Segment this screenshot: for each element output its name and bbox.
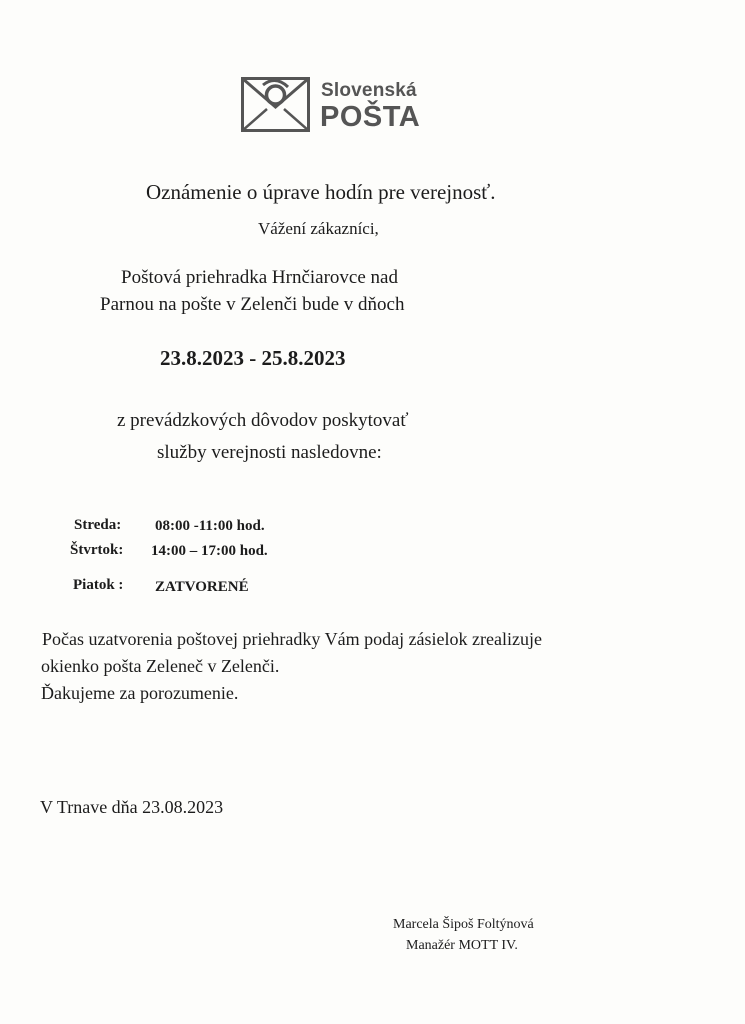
date-range: 23.8.2023 - 25.8.2023 [160, 346, 346, 370]
schedule-day-friday: Piatok : [73, 577, 124, 593]
closing-line-2: okienko pošta Zeleneč v Zelenči. [41, 656, 280, 676]
schedule-hours-friday: ZATVORENÉ [155, 579, 249, 595]
schedule-hours-wednesday: 08:00 -11:00 hod. [155, 518, 265, 534]
closing-thanks: Ďakujeme za porozumenie. [41, 683, 239, 703]
signature-role: Manažér MOTT IV. [406, 938, 518, 953]
notice-title: Oznámenie o úprave hodín pre verejnosť. [146, 180, 496, 204]
schedule-day-wednesday: Streda: [74, 517, 122, 533]
schedule-hours-thursday: 14:00 – 17:00 hod. [151, 543, 268, 559]
reason-line-2: služby verejnosti nasledovne: [157, 442, 382, 463]
place-and-date: V Trnave dňa 23.08.2023 [40, 797, 224, 817]
slovenska-posta-logo-icon [241, 77, 310, 132]
logo-text-posta: POŠTA [320, 101, 421, 133]
closing-line-1: Počas uzatvorenia poštovej priehradky Vám podaj zásielok zrealizuje [42, 629, 542, 649]
intro-line-1: Poštová priehradka Hrnčiarovce nad [121, 267, 398, 288]
reason-line-1: z prevádzkových dôvodov poskytovať [117, 410, 409, 431]
schedule-day-thursday: Štvrtok: [70, 542, 124, 558]
logo-text-slovenska: Slovenská [321, 80, 417, 101]
greeting: Vážení zákazníci, [258, 219, 379, 238]
intro-line-2: Parnou na pošte v Zelenči bude v dňoch [100, 294, 405, 315]
signature-name: Marcela Šipoš Foltýnová [393, 917, 534, 932]
